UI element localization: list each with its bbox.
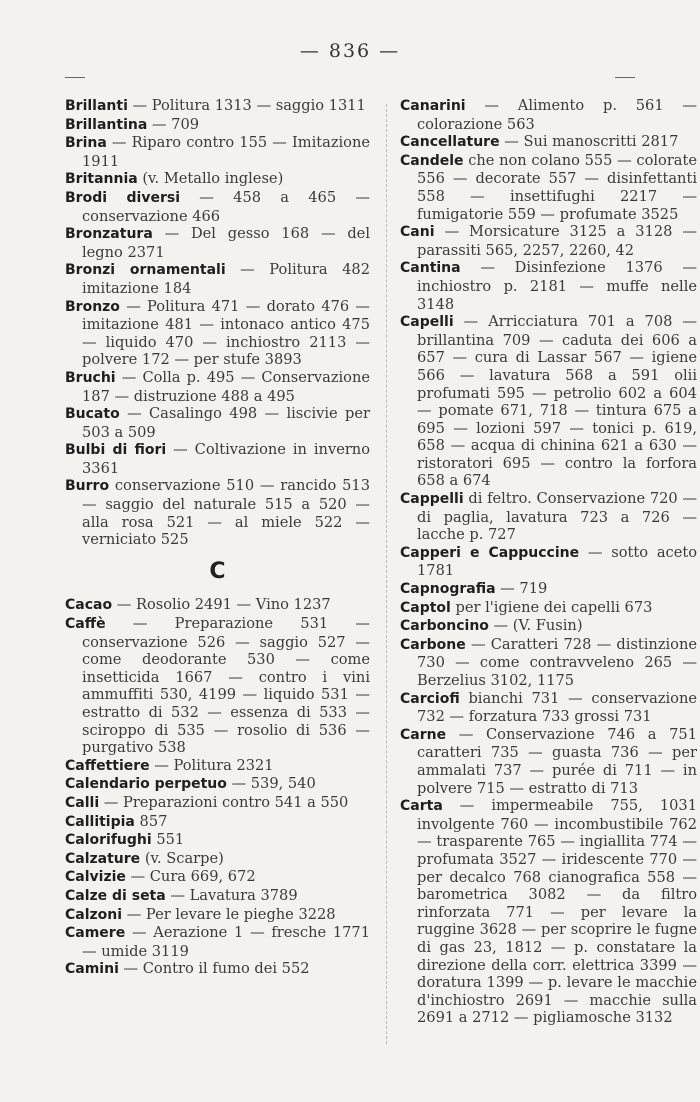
index-entry xyxy=(65,924,370,960)
entry-headword: Capelli xyxy=(400,314,454,331)
section-letter: C xyxy=(209,558,226,584)
entry-references: — Politura 1313 — saggio 1311 xyxy=(127,97,366,114)
entry-references: — Arricciatura 701 a 708 — brillantina 709 — caduta dei 606 a 657 — cura di Lassar 567 — igiene 566 — lavatura 568 a 591 olii profumati 595 — petrolio 602 a 604 — pomate 671, 718 — tintura 675 a 695 — lozioni 597 — tonici p. 619, 658 — acqua di chinina 621 a 630 — ristoratori 695 — contro la forfora 658 a 674 xyxy=(417,313,697,490)
index-entry xyxy=(65,906,370,925)
index-entry xyxy=(65,794,370,813)
index-entry xyxy=(65,441,370,477)
entry-references: — impermeabile 755, 1031 involgente 760 — incombustibile 762 — trasparente 765 — ingiallita 774 — profumata 3527 — iridescente 770 — per decalco 768 cianografica 558 — barometrica 3082 — da filtro rinforzata 771 — per levare la ruggine 3628 — per scoprire le fugne di gas 23, 1812 — p. constatare la direzione della corr. elettrica 3399 — doratura 1399 — p. levare le macchie d'inchiostro 2691 — macchie sulla 2691 a 2712 — pigliamosche 3132 xyxy=(417,797,697,1027)
entry-headword: Calli xyxy=(65,794,100,811)
index-entry xyxy=(65,615,370,757)
column-left xyxy=(65,97,370,979)
entry-headword: Canarini xyxy=(400,98,466,114)
entry-headword: Burro xyxy=(65,478,110,495)
entry-headword: Carta xyxy=(400,798,443,815)
entry-headword: Carbone xyxy=(400,636,466,653)
entry-references: — Cura 669, 672 xyxy=(125,868,256,886)
header-rule-right xyxy=(615,77,635,78)
index-entry xyxy=(400,133,697,152)
index-entry xyxy=(65,775,370,794)
entry-headword: Candele xyxy=(400,152,464,169)
index-entry xyxy=(65,225,370,261)
index-entry xyxy=(65,369,370,405)
index-entry xyxy=(65,831,370,850)
entry-references: 551 xyxy=(151,831,185,849)
entry-headword: Calze di seta xyxy=(65,887,166,904)
index-entry xyxy=(65,887,370,906)
index-entry xyxy=(400,726,697,797)
index-entry xyxy=(65,757,370,776)
index-entry xyxy=(65,960,370,979)
index-entry xyxy=(65,116,370,135)
entry-references: — Del gesso 168 — del legno 2371 xyxy=(82,225,370,261)
page-number: — 836 — xyxy=(299,40,401,62)
entry-references: — Colla p. 495 — Conservazione 187 — distruzione 488 a 495 xyxy=(82,368,370,405)
index-entry xyxy=(400,544,697,580)
entry-headword: Bruchi xyxy=(65,369,116,386)
entry-headword: Callitipia xyxy=(65,813,135,830)
entry-headword: Calendario perpetuo xyxy=(65,776,227,793)
index-entry xyxy=(400,617,697,636)
entry-headword: Calvizie xyxy=(65,869,126,886)
entry-references: bianchi 731 — conservazione 732 — forzatura 733 grossi 731 xyxy=(417,689,697,726)
entry-references: — Contro il fumo dei 552 xyxy=(118,960,310,978)
index-entry xyxy=(65,97,370,116)
column-right xyxy=(400,97,697,1027)
index-entry xyxy=(400,259,697,313)
entry-references: — Per levare le pieghe 3228 xyxy=(122,905,336,923)
entry-headword: Cacao xyxy=(65,597,113,614)
index-entry xyxy=(400,797,697,1027)
index-entry xyxy=(400,97,697,133)
entry-references: — Lavatura 3789 xyxy=(165,886,298,904)
entry-headword: Brillanti xyxy=(65,98,128,114)
index-entry xyxy=(65,596,370,615)
entry-headword: Carciofi xyxy=(400,690,460,707)
entry-references: — Aerazione 1 — fresche 1771 — umide 3119 xyxy=(82,924,370,960)
index-entry xyxy=(400,599,697,618)
entry-references: — Alimento p. 561 — colorazione 563 xyxy=(417,97,697,133)
index-entry xyxy=(400,636,697,690)
entry-headword: Capnografia xyxy=(400,581,496,598)
entry-headword: Camini xyxy=(65,961,119,978)
entry-headword: Bucato xyxy=(65,406,120,423)
index-entry xyxy=(65,134,370,170)
entry-references: (v. Scarpe) xyxy=(140,849,224,867)
entry-references: — Politura 2321 xyxy=(149,756,274,774)
entry-headword: Captol xyxy=(400,599,451,616)
entry-references: — sotto aceto 1781 xyxy=(417,543,697,580)
entry-references: — Casalingo 498 — liscivie per 503 a 509 xyxy=(82,405,370,441)
entry-references: — Morsicature 3125 a 3128 — parassiti 565, 2257, 2260, 42 xyxy=(417,223,697,259)
entry-headword: Cancellature xyxy=(400,134,500,151)
index-entry xyxy=(65,261,370,297)
entry-references: — Riparo contro 155 — Imitazione 1911 xyxy=(82,134,370,170)
entry-headword: Carboncino xyxy=(400,618,489,635)
index-entry xyxy=(65,405,370,441)
entry-references: — Disinfezione 1376 — inchiostro p. 2181 — muffe nelle 3148 xyxy=(417,259,697,313)
entry-references: — 719 xyxy=(495,580,548,598)
entry-headword: Brina xyxy=(65,135,107,152)
entry-references: — Sui manoscritti 2817 xyxy=(499,133,679,151)
entry-headword: Cantina xyxy=(400,260,461,277)
index-entry xyxy=(400,313,697,490)
entry-references: — 709 xyxy=(147,115,200,133)
entry-references: — (V. Fusin) xyxy=(488,617,583,635)
index-entry xyxy=(400,690,697,726)
index-entry xyxy=(400,152,697,223)
entry-headword: Capperi e Cappuccine xyxy=(400,544,580,561)
entries-after-section xyxy=(65,596,370,978)
entry-references: (v. Metallo inglese) xyxy=(137,170,284,188)
entries-before-section xyxy=(65,97,370,549)
entry-references: di feltro. Conservazione 720 — di paglia, lavatura 723 a 726 — lacche p. 727 xyxy=(417,490,697,544)
entry-headword: Britannia xyxy=(65,171,138,188)
entry-headword: Brodi diversi xyxy=(65,189,181,206)
entry-references: — Rosolio 2491 — Vino 1237 xyxy=(112,596,331,614)
entry-headword: Bronzi ornamentali xyxy=(65,262,226,279)
index-entry xyxy=(65,298,370,369)
entry-references: — 458 a 465 — conservazione 466 xyxy=(82,188,370,225)
index-entry xyxy=(400,223,697,259)
entry-headword: Cappelli xyxy=(400,491,464,508)
entry-headword: Calzoni xyxy=(65,906,123,923)
entry-references: che non colano 555 — colorate 556 — decorate 557 — disinfettanti 558 — insettifughi 2217 — fumigatorie 559 — profumate 3525 xyxy=(417,151,697,223)
entry-headword: Bronzatura xyxy=(65,226,153,243)
entry-references: — Politura 482 imitazione 184 xyxy=(82,261,370,297)
entry-headword: Bulbi di fiori xyxy=(65,442,167,459)
entry-headword: Cani xyxy=(400,224,435,241)
index-entry xyxy=(65,850,370,869)
index-entry xyxy=(400,490,697,544)
entry-headword: Caffè xyxy=(65,616,106,633)
index-entry xyxy=(65,189,370,225)
entry-references: per l'igiene dei capelli 673 xyxy=(450,598,653,616)
index-entry xyxy=(65,813,370,832)
entry-references: — Coltivazione in inverno 3361 xyxy=(82,441,370,477)
entry-headword: Calorifughi xyxy=(65,832,152,849)
entry-references: — Politura 471 — dorato 476 — imitazione 481 — intonaco antico 475 — liquido 470 — inchiostro 2113 — polvere 172 — per stufe 3893 xyxy=(82,297,370,369)
entry-references: — 539, 540 xyxy=(226,775,316,793)
column-divider xyxy=(386,104,388,1044)
entry-headword: Carne xyxy=(400,726,447,743)
entry-references: — Preparazioni contro 541 a 550 xyxy=(99,793,349,811)
entry-headword: Caffettiere xyxy=(65,757,150,774)
entry-references: — Conservazione 746 a 751 caratteri 735 — guasta 736 — per ammalati 737 — purée di 711 — in polvere 715 — estratto di 713 xyxy=(417,725,697,797)
entry-headword: Camere xyxy=(65,925,126,942)
entry-headword: Calzature xyxy=(65,850,141,867)
entry-references: — Caratteri 728 — distinzione 730 — come contravveleno 265 — Berzelius 3102, 1175 xyxy=(417,635,697,689)
entry-references: — Preparazione 531 — conservazione 526 — saggio 527 — come deodorante 530 — come insetticida 1667 — contro i vini ammuffiti 530, 4199 — liquido 531 — estratto di 532 — essenza di 533 — sciroppo di 535 — rosolio di 536 — purgativo 538 xyxy=(82,615,370,757)
header-rule-left xyxy=(65,77,85,78)
entry-references: conservazione 510 — rancido 513 — saggio del naturale 515 a 520 — alla rosa 521 — al miele 522 — verniciato 525 xyxy=(82,477,370,549)
index-entry xyxy=(65,170,370,189)
entry-references: 857 xyxy=(134,812,168,830)
index-entry xyxy=(65,868,370,887)
index-entry xyxy=(400,580,697,599)
entry-headword: Brillantina xyxy=(65,116,148,133)
entry-headword: Bronzo xyxy=(65,298,120,315)
index-entry xyxy=(65,477,370,548)
